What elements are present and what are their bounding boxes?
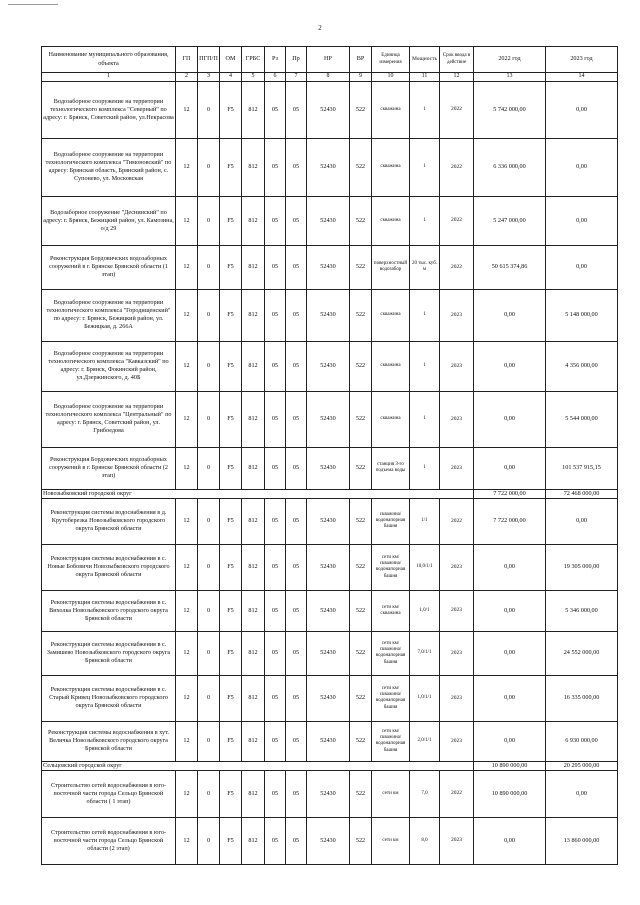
grbs-cell: 812 bbox=[242, 498, 265, 544]
object-row bbox=[42, 289, 618, 341]
pr-cell: 05 bbox=[286, 196, 307, 245]
table-body bbox=[42, 81, 618, 864]
header-cell: Мощность bbox=[410, 47, 440, 73]
commission-year-cell: 2022 bbox=[440, 498, 474, 544]
object-name: Водозаборное сооружение на территории технологического комплекса "Центральный" по адресу: г. Брянск, Советский район, ул. Грибоедова bbox=[42, 391, 176, 447]
nr-cell: 52430 bbox=[307, 770, 350, 817]
object-name: Реконструкция системы водоснабжения в с. Вихолка Новозыбковского городского округа Брянской области bbox=[42, 590, 176, 631]
vr-cell: 522 bbox=[350, 544, 372, 590]
header-cell: 2022 год bbox=[474, 47, 546, 73]
amount-2023: 0,00 bbox=[546, 770, 618, 817]
subtotal-2022: 10 890 000,00 bbox=[474, 761, 546, 770]
pr-cell: 05 bbox=[286, 544, 307, 590]
rz-cell: 05 bbox=[265, 289, 286, 341]
object-row bbox=[42, 391, 618, 447]
amount-2023: 19 305 000,00 bbox=[546, 544, 618, 590]
pr-cell: 05 bbox=[286, 817, 307, 864]
header-cell: 2023 год bbox=[546, 47, 618, 73]
grbs-cell: 812 bbox=[242, 675, 265, 721]
om-cell: F5 bbox=[220, 631, 242, 675]
vr-cell: 522 bbox=[350, 675, 372, 721]
unit-cell: сети км bbox=[372, 770, 410, 817]
amount-2023: 0,00 bbox=[546, 498, 618, 544]
rz-cell: 05 bbox=[265, 721, 286, 761]
om-cell: F5 bbox=[220, 341, 242, 391]
object-name: Реконструкция системы водоснабжения в хут. Величка Новозыбковского городского округа Брянской области bbox=[42, 721, 176, 761]
pgp-cell: 0 bbox=[198, 81, 220, 138]
capacity-cell: 1 bbox=[410, 341, 440, 391]
vr-cell: 522 bbox=[350, 590, 372, 631]
unit-cell: сети км/скважина bbox=[372, 590, 410, 631]
commission-year-cell: 2023 bbox=[440, 289, 474, 341]
amount-2023: 5 148 000,00 bbox=[546, 289, 618, 341]
gp-cell: 12 bbox=[176, 447, 198, 489]
amount-2023: 6 930 000,00 bbox=[546, 721, 618, 761]
object-name: Водозаборное сооружение на территории технологического комплекса "Северный" по адресу: г. Брянск, Советский район, ул.Некрасова bbox=[42, 81, 176, 138]
object-row bbox=[42, 447, 618, 489]
grbs-cell: 812 bbox=[242, 721, 265, 761]
gp-cell: 12 bbox=[176, 391, 198, 447]
nr-cell: 52430 bbox=[307, 544, 350, 590]
pr-cell: 05 bbox=[286, 341, 307, 391]
pgp-cell: 0 bbox=[198, 721, 220, 761]
nr-cell: 52430 bbox=[307, 341, 350, 391]
pr-cell: 05 bbox=[286, 770, 307, 817]
rz-cell: 05 bbox=[265, 498, 286, 544]
pr-cell: 05 bbox=[286, 138, 307, 196]
vr-cell: 522 bbox=[350, 631, 372, 675]
subtotal-2023: 72 468 000,00 bbox=[546, 489, 618, 498]
header-cell: ОМ bbox=[220, 47, 242, 73]
nr-cell: 52430 bbox=[307, 391, 350, 447]
commission-year-cell: 2023 bbox=[440, 447, 474, 489]
gp-cell: 12 bbox=[176, 817, 198, 864]
column-number-cell: 12 bbox=[440, 73, 474, 82]
commission-year-cell: 2022 bbox=[440, 196, 474, 245]
header-cell: ВР bbox=[350, 47, 372, 73]
header-cell: Срок ввода в действие bbox=[440, 47, 474, 73]
pgp-cell: 0 bbox=[198, 289, 220, 341]
object-name: Водозаборное сооружение на территории технологического комплекса "Кавказский" по адресу: г. Брянск, Фокинский район, ул.Дзержинского, д. 40Б bbox=[42, 341, 176, 391]
om-cell: F5 bbox=[220, 817, 242, 864]
commission-year-cell: 2023 bbox=[440, 817, 474, 864]
nr-cell: 52430 bbox=[307, 81, 350, 138]
grbs-cell: 812 bbox=[242, 770, 265, 817]
rz-cell: 05 bbox=[265, 391, 286, 447]
rz-cell: 05 bbox=[265, 81, 286, 138]
om-cell: F5 bbox=[220, 447, 242, 489]
grbs-cell: 812 bbox=[242, 245, 265, 289]
header-cell: Пр bbox=[286, 47, 307, 73]
pr-cell: 05 bbox=[286, 289, 307, 341]
nr-cell: 52430 bbox=[307, 196, 350, 245]
header-row bbox=[42, 47, 618, 73]
gp-cell: 12 bbox=[176, 544, 198, 590]
capacity-cell: 1 bbox=[410, 138, 440, 196]
pgp-cell: 0 bbox=[198, 770, 220, 817]
rz-cell: 05 bbox=[265, 675, 286, 721]
unit-cell: поверхностный водозабор bbox=[372, 245, 410, 289]
rz-cell: 05 bbox=[265, 631, 286, 675]
commission-year-cell: 2023 bbox=[440, 675, 474, 721]
object-name: Водозаборное сооружение на территории технологического комплекса "Тимоновский" по адресу: Брянская область, Брянский район, с. Супонево, ул. Московская bbox=[42, 138, 176, 196]
object-row bbox=[42, 544, 618, 590]
amount-2022: 0,00 bbox=[474, 817, 546, 864]
grbs-cell: 812 bbox=[242, 138, 265, 196]
amount-2023: 16 335 000,00 bbox=[546, 675, 618, 721]
header-cell: ПГП/П bbox=[198, 47, 220, 73]
vr-cell: 522 bbox=[350, 721, 372, 761]
unit-cell: скважина/водонапорная башня bbox=[372, 498, 410, 544]
amount-2023: 13 860 000,00 bbox=[546, 817, 618, 864]
pgp-cell: 0 bbox=[198, 447, 220, 489]
amount-2023: 5 346 000,00 bbox=[546, 590, 618, 631]
pr-cell: 05 bbox=[286, 498, 307, 544]
object-row bbox=[42, 817, 618, 864]
om-cell: F5 bbox=[220, 770, 242, 817]
amount-2023: 0,00 bbox=[546, 245, 618, 289]
object-name: Реконструкция системы водоснабжения в д. Крутоберезка Новозыбковского городского округа Брянской области bbox=[42, 498, 176, 544]
amount-2022: 6 336 000,00 bbox=[474, 138, 546, 196]
unit-cell: скважина bbox=[372, 341, 410, 391]
amount-2022: 5 247 000,00 bbox=[474, 196, 546, 245]
column-number-cell: 4 bbox=[220, 73, 242, 82]
object-name: Реконструкция системы водоснабжения в с. Замишево Новозыбковского городского округа Брянской области bbox=[42, 631, 176, 675]
vr-cell: 522 bbox=[350, 341, 372, 391]
nr-cell: 52430 bbox=[307, 675, 350, 721]
om-cell: F5 bbox=[220, 498, 242, 544]
gp-cell: 12 bbox=[176, 81, 198, 138]
rz-cell: 05 bbox=[265, 341, 286, 391]
grbs-cell: 812 bbox=[242, 447, 265, 489]
rz-cell: 05 bbox=[265, 544, 286, 590]
object-name: Реконструкция системы водоснабжения в с. Новые Бобовичи Новозыбковского городского округа Брянской области bbox=[42, 544, 176, 590]
grbs-cell: 812 bbox=[242, 590, 265, 631]
pr-cell: 05 bbox=[286, 447, 307, 489]
column-number-cell: 2 bbox=[176, 73, 198, 82]
vr-cell: 522 bbox=[350, 196, 372, 245]
amount-2023: 24 552 000,00 bbox=[546, 631, 618, 675]
amount-2023: 4 356 000,00 bbox=[546, 341, 618, 391]
unit-cell: сети км bbox=[372, 817, 410, 864]
gp-cell: 12 bbox=[176, 498, 198, 544]
amount-2022: 5 742 000,00 bbox=[474, 81, 546, 138]
rz-cell: 05 bbox=[265, 196, 286, 245]
om-cell: F5 bbox=[220, 391, 242, 447]
column-number-cell: 8 bbox=[307, 73, 350, 82]
corner-mark bbox=[8, 4, 58, 5]
om-cell: F5 bbox=[220, 721, 242, 761]
capacity-cell: 10,0/1/1 bbox=[410, 544, 440, 590]
commission-year-cell: 2023 bbox=[440, 341, 474, 391]
page-number: 2 bbox=[318, 24, 322, 32]
subtotal-2023: 20 295 000,00 bbox=[546, 761, 618, 770]
header-cell: ГРБС bbox=[242, 47, 265, 73]
capacity-cell: 20 тыс. куб. м bbox=[410, 245, 440, 289]
om-cell: F5 bbox=[220, 81, 242, 138]
capacity-cell: 1 bbox=[410, 391, 440, 447]
capacity-cell: 8,0 bbox=[410, 817, 440, 864]
rz-cell: 05 bbox=[265, 770, 286, 817]
object-row bbox=[42, 721, 618, 761]
gp-cell: 12 bbox=[176, 289, 198, 341]
capacity-cell: 1/1 bbox=[410, 498, 440, 544]
vr-cell: 522 bbox=[350, 817, 372, 864]
column-number-cell: 1 bbox=[42, 73, 176, 82]
capacity-cell: 2,0/1/1 bbox=[410, 721, 440, 761]
object-row bbox=[42, 498, 618, 544]
vr-cell: 522 bbox=[350, 447, 372, 489]
nr-cell: 52430 bbox=[307, 447, 350, 489]
om-cell: F5 bbox=[220, 245, 242, 289]
nr-cell: 52430 bbox=[307, 817, 350, 864]
gp-cell: 12 bbox=[176, 770, 198, 817]
amount-2022: 0,00 bbox=[474, 447, 546, 489]
object-name: Водозаборное сооружение на территории технологического комплекса "Городищенский" по адресу: г. Брянск, Бежицкий район, ул. Бежицкая, д. 266А bbox=[42, 289, 176, 341]
object-name: Реконструкция Бордовичских водозаборных сооружений в г. Брянске Брянской области (2 этап) bbox=[42, 447, 176, 489]
commission-year-cell: 2022 bbox=[440, 138, 474, 196]
amount-2022: 0,00 bbox=[474, 341, 546, 391]
nr-cell: 52430 bbox=[307, 289, 350, 341]
pgp-cell: 0 bbox=[198, 498, 220, 544]
column-number-cell: 6 bbox=[265, 73, 286, 82]
pgp-cell: 0 bbox=[198, 631, 220, 675]
vr-cell: 522 bbox=[350, 770, 372, 817]
amount-2022: 0,00 bbox=[474, 391, 546, 447]
column-number-cell: 5 bbox=[242, 73, 265, 82]
capacity-cell: 1 bbox=[410, 196, 440, 245]
gp-cell: 12 bbox=[176, 721, 198, 761]
om-cell: F5 bbox=[220, 138, 242, 196]
amount-2022: 0,00 bbox=[474, 675, 546, 721]
capacity-cell: 1,0/1 bbox=[410, 590, 440, 631]
gp-cell: 12 bbox=[176, 675, 198, 721]
column-number-row bbox=[42, 73, 618, 82]
commission-year-cell: 2023 bbox=[440, 631, 474, 675]
unit-cell: сети км/скважина/водонапорная башня bbox=[372, 544, 410, 590]
pr-cell: 05 bbox=[286, 81, 307, 138]
group-subtotal-row bbox=[42, 761, 618, 770]
grbs-cell: 812 bbox=[242, 81, 265, 138]
unit-cell: скважина bbox=[372, 391, 410, 447]
commission-year-cell: 2022 bbox=[440, 770, 474, 817]
object-row bbox=[42, 245, 618, 289]
commission-year-cell: 2022 bbox=[440, 81, 474, 138]
capacity-cell: 7,0 bbox=[410, 770, 440, 817]
vr-cell: 522 bbox=[350, 289, 372, 341]
pr-cell: 05 bbox=[286, 245, 307, 289]
grbs-cell: 812 bbox=[242, 391, 265, 447]
nr-cell: 52430 bbox=[307, 138, 350, 196]
amount-2023: 5 544 000,00 bbox=[546, 391, 618, 447]
amount-2022: 0,00 bbox=[474, 590, 546, 631]
column-number-cell: 11 bbox=[410, 73, 440, 82]
vr-cell: 522 bbox=[350, 138, 372, 196]
capacity-cell: 1 bbox=[410, 447, 440, 489]
vr-cell: 522 bbox=[350, 498, 372, 544]
amount-2022: 7 722 000,00 bbox=[474, 498, 546, 544]
capacity-cell: 1 bbox=[410, 81, 440, 138]
om-cell: F5 bbox=[220, 289, 242, 341]
pgp-cell: 0 bbox=[198, 590, 220, 631]
amount-2022: 50 615 374,86 bbox=[474, 245, 546, 289]
unit-cell: скважина bbox=[372, 289, 410, 341]
object-row bbox=[42, 675, 618, 721]
rz-cell: 05 bbox=[265, 817, 286, 864]
commission-year-cell: 2023 bbox=[440, 391, 474, 447]
subtotal-2022: 7 722 000,00 bbox=[474, 489, 546, 498]
gp-cell: 12 bbox=[176, 138, 198, 196]
amount-2022: 0,00 bbox=[474, 289, 546, 341]
rz-cell: 05 bbox=[265, 245, 286, 289]
header-cell: Наименование муниципального образования, объекта bbox=[42, 47, 176, 73]
object-row bbox=[42, 770, 618, 817]
commission-year-cell: 2023 bbox=[440, 590, 474, 631]
pr-cell: 05 bbox=[286, 675, 307, 721]
pgp-cell: 0 bbox=[198, 138, 220, 196]
om-cell: F5 bbox=[220, 544, 242, 590]
pgp-cell: 0 bbox=[198, 245, 220, 289]
nr-cell: 52430 bbox=[307, 631, 350, 675]
header-cell: Единица измерения bbox=[372, 47, 410, 73]
grbs-cell: 812 bbox=[242, 544, 265, 590]
grbs-cell: 812 bbox=[242, 817, 265, 864]
vr-cell: 522 bbox=[350, 391, 372, 447]
rz-cell: 05 bbox=[265, 138, 286, 196]
object-name: Реконструкция системы водоснабжения в с. Старый Кривец Новозыбковского городского округа Брянской области bbox=[42, 675, 176, 721]
object-row bbox=[42, 81, 618, 138]
pr-cell: 05 bbox=[286, 590, 307, 631]
commission-year-cell: 2023 bbox=[440, 721, 474, 761]
column-number-cell: 10 bbox=[372, 73, 410, 82]
pr-cell: 05 bbox=[286, 721, 307, 761]
object-row bbox=[42, 196, 618, 245]
gp-cell: 12 bbox=[176, 245, 198, 289]
om-cell: F5 bbox=[220, 196, 242, 245]
pgp-cell: 0 bbox=[198, 196, 220, 245]
object-row bbox=[42, 341, 618, 391]
om-cell: F5 bbox=[220, 675, 242, 721]
grbs-cell: 812 bbox=[242, 196, 265, 245]
pgp-cell: 0 bbox=[198, 675, 220, 721]
capacity-cell: 7,0/1/1 bbox=[410, 631, 440, 675]
pr-cell: 05 bbox=[286, 391, 307, 447]
object-name: Водозаборное сооружение "Деснинский" по адресу: г. Брянск, Бежицкий район, ул. Камозина, о/д 29 bbox=[42, 196, 176, 245]
pr-cell: 05 bbox=[286, 631, 307, 675]
rz-cell: 05 bbox=[265, 590, 286, 631]
object-row bbox=[42, 631, 618, 675]
gp-cell: 12 bbox=[176, 631, 198, 675]
header-cell: Рз bbox=[265, 47, 286, 73]
amount-2022: 0,00 bbox=[474, 721, 546, 761]
pgp-cell: 0 bbox=[198, 341, 220, 391]
amount-2023: 0,00 bbox=[546, 196, 618, 245]
amount-2022: 0,00 bbox=[474, 631, 546, 675]
amount-2023: 0,00 bbox=[546, 81, 618, 138]
pgp-cell: 0 bbox=[198, 544, 220, 590]
amount-2022: 0,00 bbox=[474, 544, 546, 590]
unit-cell: скважина bbox=[372, 196, 410, 245]
vr-cell: 522 bbox=[350, 81, 372, 138]
nr-cell: 52430 bbox=[307, 590, 350, 631]
column-number-cell: 3 bbox=[198, 73, 220, 82]
amount-2023: 101 537 915,15 bbox=[546, 447, 618, 489]
gp-cell: 12 bbox=[176, 590, 198, 631]
grbs-cell: 812 bbox=[242, 289, 265, 341]
pgp-cell: 0 bbox=[198, 391, 220, 447]
amount-2023: 0,00 bbox=[546, 138, 618, 196]
object-name: Строительство сетей водоснабжения в юго-восточной части города Сельцо Брянской области ( 1 этап) bbox=[42, 770, 176, 817]
unit-cell: сети км/скважина/водонапорная башня bbox=[372, 631, 410, 675]
unit-cell: станция 3-го подъема воды bbox=[372, 447, 410, 489]
rz-cell: 05 bbox=[265, 447, 286, 489]
group-name: Сельцовский городской округ bbox=[42, 761, 474, 770]
group-name: Новозыбковский городской округ bbox=[42, 489, 474, 498]
header-cell: ГП bbox=[176, 47, 198, 73]
column-number-cell: 13 bbox=[474, 73, 546, 82]
unit-cell: сети км/скважина/водонапорная башня bbox=[372, 721, 410, 761]
unit-cell: скважина bbox=[372, 138, 410, 196]
budget-table bbox=[41, 46, 618, 865]
object-row bbox=[42, 138, 618, 196]
grbs-cell: 812 bbox=[242, 341, 265, 391]
gp-cell: 12 bbox=[176, 196, 198, 245]
vr-cell: 522 bbox=[350, 245, 372, 289]
header-cell: НР bbox=[307, 47, 350, 73]
column-number-cell: 9 bbox=[350, 73, 372, 82]
commission-year-cell: 2023 bbox=[440, 544, 474, 590]
amount-2022: 10 890 000,00 bbox=[474, 770, 546, 817]
capacity-cell: 1,0/1/1 bbox=[410, 675, 440, 721]
object-row bbox=[42, 590, 618, 631]
object-name: Реконструкция Бордовичских водозаборных сооружений в г. Брянске Брянской области (1 этап) bbox=[42, 245, 176, 289]
capacity-cell: 1 bbox=[410, 289, 440, 341]
nr-cell: 52430 bbox=[307, 721, 350, 761]
column-number-cell: 7 bbox=[286, 73, 307, 82]
pgp-cell: 0 bbox=[198, 817, 220, 864]
unit-cell: сети км/скважина/водонапорная башня bbox=[372, 675, 410, 721]
column-number-cell: 14 bbox=[546, 73, 618, 82]
gp-cell: 12 bbox=[176, 341, 198, 391]
nr-cell: 52430 bbox=[307, 245, 350, 289]
unit-cell: скважина bbox=[372, 81, 410, 138]
group-subtotal-row bbox=[42, 489, 618, 498]
object-name: Строительство сетей водоснабжения в юго-восточной части города Сельцо Брянской области (2 этап) bbox=[42, 817, 176, 864]
grbs-cell: 812 bbox=[242, 631, 265, 675]
om-cell: F5 bbox=[220, 590, 242, 631]
nr-cell: 52430 bbox=[307, 498, 350, 544]
commission-year-cell: 2022 bbox=[440, 245, 474, 289]
